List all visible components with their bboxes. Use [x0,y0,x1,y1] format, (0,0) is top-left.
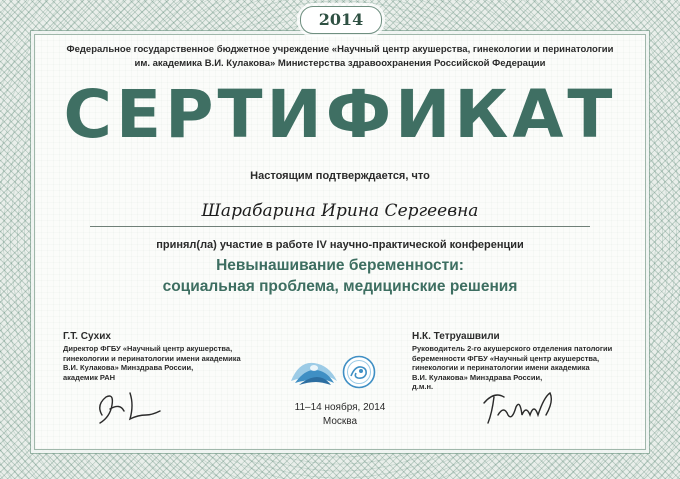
left-signatory-role-line: В.И. Кулакова» Минздрава России, [63,363,194,373]
conference-title-line-2: социальная проблема, медицинские решения [162,278,518,295]
right-signatory-role-line: д.м.н. [412,382,434,392]
right-signatory-role-line: гинекологии и перинатологии имени академика [412,363,590,373]
organization-line-2: им. академика В.И. Кулакова» Министерства здравоохранения Российской Федерации [134,58,546,69]
certificate-title: СЕРТИФИКАТ [63,76,617,153]
left-signatory-role-line: Директор ФГБУ «Научный центр акушерства, [63,344,233,353]
conference-title-line-1: Невынашивание беременности: [216,257,464,274]
year-badge: 2014 [300,6,382,34]
right-signatory-name: Н.К. Тетруашвили [412,331,500,342]
name-underline [90,226,590,227]
left-signature [90,385,180,430]
right-signature [474,385,564,430]
right-signatory-role-line: В.И. Кулакова» Минздрава России, [412,372,543,382]
confirmation-text: Настоящим подтверждается, что [250,170,430,182]
left-signatory-name: Г.Т. Сухих [63,331,111,342]
right-signatory [412,331,642,392]
participation-text: принял(ла) участие в работе IV научно-практической конференции [156,239,524,251]
conference-logo-icon [289,355,339,389]
event-city: Москва [322,416,358,427]
organization-line-1: Федеральное государственное бюджетное учреждение «Научный центр акушерства, гинекологии и перинатологии [66,44,614,55]
left-signatory-role-line: академик РАН [63,372,116,382]
right-signatory-role-line: Руководитель 2-го акушерского отделения патологии [412,344,613,353]
event-date: 11–14 ноября, 2014 [294,402,386,413]
left-signatory [63,331,283,382]
right-signatory-role-line: беременности ФГБУ «Научный центр акушерства, [412,353,600,363]
recipient-name: Шарабарина Ирина Сергеевна [201,201,479,221]
center-emblem-icon [342,355,376,389]
left-signatory-role-line: гинекологии и перинатологии имени академика [63,353,241,363]
